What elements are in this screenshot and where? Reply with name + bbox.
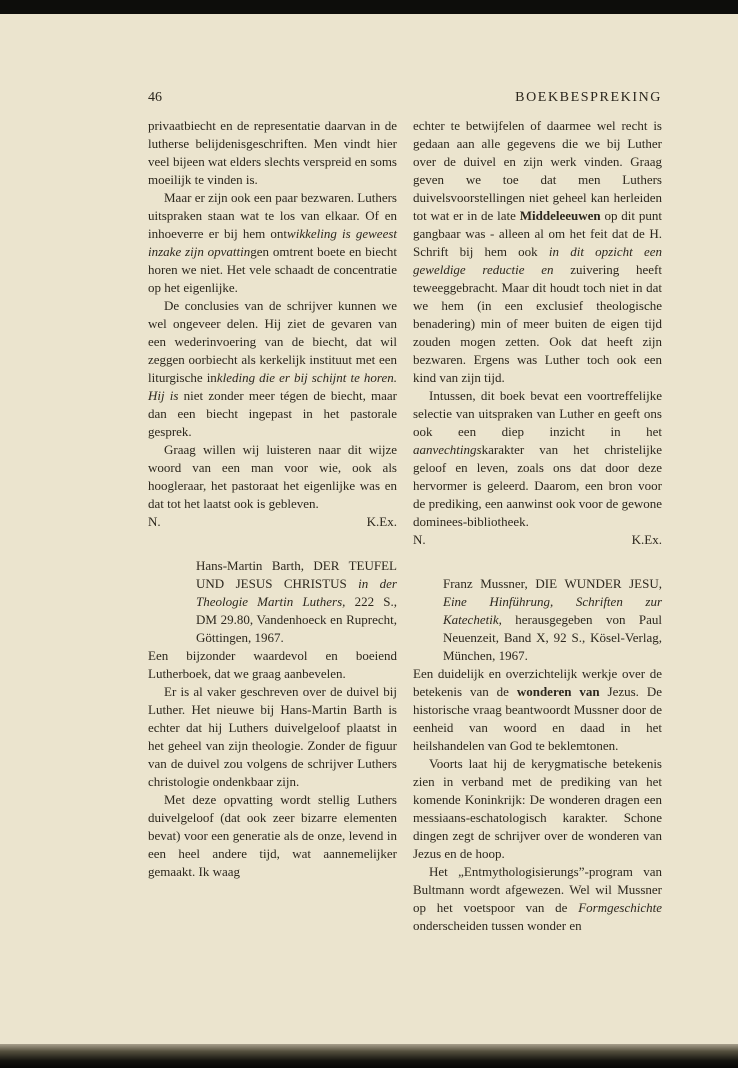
text-segment: Het „Entmythologisierungs”-program van Bultmann wordt afgewezen. Wel wil Mussner op het voetspoor van de (413, 864, 662, 915)
text-segment: Maar er zijn ook een paar bezwaren. Luthers uitspraken staan wat te los van elkaar. Of en inhoeverre er bij hem ont (148, 190, 397, 241)
paragraph (148, 647, 397, 683)
book-citation (196, 557, 397, 647)
text-segment: in dit opzicht een geweldige reductie en (413, 244, 662, 277)
scan-edge-bottom (0, 1044, 738, 1068)
text-segment: aanvechtings (413, 442, 482, 457)
right-column (413, 117, 662, 935)
text-segment: Jezus. De historische vraag beantwoordt Mussner door de eenheid van woord en daad in het heilshandelen van God te beklemtonen. (413, 684, 662, 753)
text-segment: Een duidelijk en overzichtelijk werkje over de betekenis van de (413, 666, 662, 699)
left-column (148, 117, 397, 935)
text-segment: De conclusies van de schrijver kunnen we wel ongeveer delen. Hij ziet de gevaren van een wederinvoering van de biecht, dat wil zeggen oorbiecht als kerkelijk instituut met een liturgische in (148, 298, 397, 385)
text-segment: Middeleeuwen (519, 208, 601, 223)
paragraph (148, 441, 397, 513)
paragraph (148, 297, 397, 441)
paragraph (413, 665, 662, 755)
text-segment: kleding die er bij schijnt te horen. Hij is (148, 370, 397, 403)
paragraph (148, 117, 397, 189)
text-segment: zuivering heeft teweeggebracht. Maar dit houdt toch niet in dat we hem (in een exclusief theologische benadering) min of meer buiten de eigen tijd zouden mogen zetten. Ook dat heeft zijn bezwaren. Ergens was Luther toch ook een kind van zijn tijd. (413, 262, 662, 385)
page-number: 46 (148, 90, 162, 105)
text-segment: Een bijzonder waardevol en boeiend Lutherboek, dat we graag aanbevelen. (148, 648, 397, 681)
reviewer-abbreviation: K.Ex. (366, 514, 397, 529)
text-segment: karakter van het christelijke geloof en leven, zoals ons dat door deze hervormer is geleerd. Daarom, een bron voor de prediking, een aanwinst ook voor de gewone dominees-bibliotheek. (413, 442, 662, 529)
paragraph (148, 683, 397, 791)
paragraph (413, 117, 662, 387)
text-segment: onderscheiden tussen wonder en (413, 918, 582, 933)
text-segment: op dit punt gangbaar was - alleen al om het feit dat de H. Schrift bij hem ook (413, 208, 662, 259)
text-segment: Intussen, dit boek bevat een voortreffelijke selectie van uitspraken van Luther en geeft ons ook een diep inzicht in het (413, 388, 662, 439)
text-segment: gen omtrent boete en biecht horen we niet. Het vele schaadt de concentratie op het eigenlijke. (148, 244, 398, 295)
text-segment: wikkeling is geweest inzake zijn opvattin (148, 226, 398, 259)
text-segment: Hans-Martin Barth, DER TEUFEL UND JESUS CHRISTUS (196, 558, 397, 591)
text-segment: niet zonder meer tégen de biecht, maar dan een biecht ingepast in het pastorale gesprek. (148, 388, 397, 439)
running-head-title: BOEKBESPREKING (515, 90, 662, 105)
text-segment: Graag willen wij luisteren naar dit wijze woord van een man voor wie, ook als hoogleraar, het pastoraat het eigenlijke was en dat tot het laatst ook is gebleven. (148, 442, 397, 511)
paragraph (413, 387, 662, 531)
text-segment: wonderen van (516, 684, 600, 699)
signature-line (413, 531, 662, 549)
scan-edge-top (0, 0, 738, 14)
text-segment: Met deze opvatting wordt stellig Luthers duivelgeloof (dat ook zeer bizarre elementen bevat) voor een generatie als de onze, levend in een heel andere tijd, wat aannemelijker gemaakt. Ik waag (148, 792, 397, 879)
reviewer-abbreviation: K.Ex. (631, 532, 662, 547)
text-segment: Formgeschichte (578, 900, 662, 915)
text-segment: privaatbiecht en de representatie daarvan in de lutherse belijdenisgeschriften. Men vindt hier veel bijeen wat elders slechts verspreid en soms moeilijk te vinden is. (148, 118, 397, 187)
text-segment: herausgegeben von Paul Neuenzeit, Band X, 92 S., Kösel-Verlag, München, 1967. (443, 612, 662, 663)
text-segment: in der Theologie Martin Luthers, (196, 576, 397, 609)
reviewer-initial: N. (148, 514, 161, 529)
text-segment: Franz Mussner, DIE WUNDER JESU, (443, 576, 662, 591)
running-header (148, 90, 662, 106)
paragraph (413, 755, 662, 863)
book-citation (443, 575, 662, 665)
text-columns (148, 117, 662, 935)
paragraph (413, 863, 662, 935)
text-segment: Voorts laat hij de kerygmatische betekenis zien in verband met de prediking van het komende Koninkrijk: De wonderen dragen een messiaans-eschatologisch karakter. Schone dingen zegt de schrijver over de wonderen van Jezus en de hoop. (413, 756, 662, 861)
reviewer-initial: N. (413, 532, 426, 547)
text-segment: Er is al vaker geschreven over de duivel bij Luther. Het nieuwe bij Hans-Martin Barth is echter dat hij Luthers duivelgeloof plaatst in het geheel van zijn theologie. Zonder de figuur van de duivel zou volgens de schrijver Luthers christologie ondenkbaar zijn. (148, 684, 397, 789)
signature-line (148, 513, 397, 531)
text-segment: 222 S., DM 29.80, Vandenhoeck en Ruprecht, Göttingen, 1967. (196, 594, 397, 645)
text-segment: echter te betwijfelen of daarmee wel recht is gedaan aan alle gegevens die we bij Luther over de duivel en zijn werk vinden. Graag geven we toe dat men Luthers duivelsvoorstellingen niet geheel kan herleiden tot wat er in de late (413, 118, 662, 223)
paragraph (148, 791, 397, 881)
text-segment: Eine Hinführung, Schriften zur Katechetik, (443, 594, 662, 627)
paragraph (148, 189, 397, 297)
